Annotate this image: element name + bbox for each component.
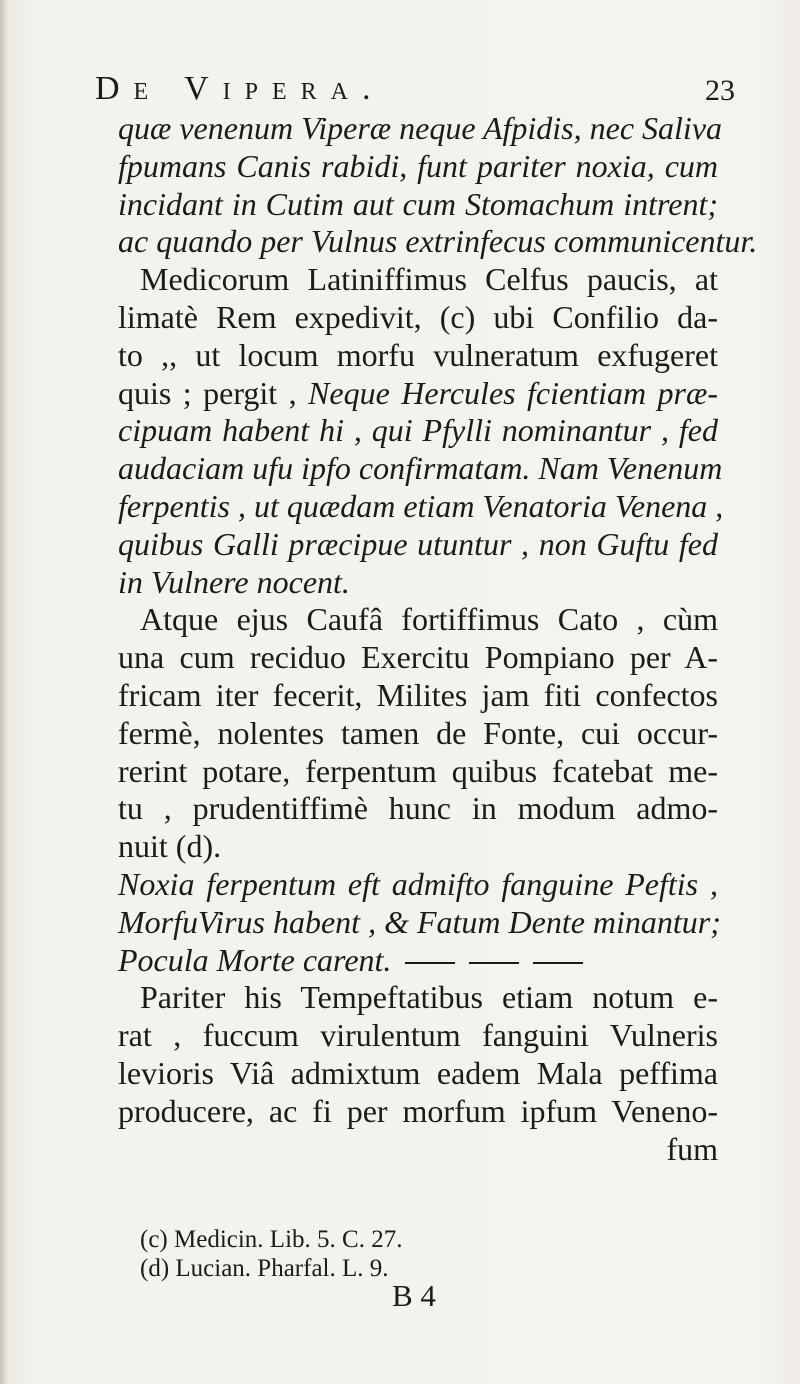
text-line: cipuam habent hi , qui Pfylli nominantur , fed: [118, 412, 718, 449]
verse-rule: [533, 962, 583, 964]
text-line: incidant in Cutim aut cum Stomachum intrent;: [118, 185, 718, 222]
text-line: fpumans Canis rabidi, funt pariter noxia, cum: [118, 147, 718, 184]
text-line: to ,, ut locum morfu vulneratum exfugeret: [118, 336, 718, 373]
text-line: [118, 375, 718, 413]
text-line: audaciam ufu ipfo confirmatam. Nam Venenum: [118, 450, 723, 487]
page-header: [95, 70, 735, 110]
line-roman-part: quis ; pergit ,: [118, 374, 309, 411]
text-line: rat , fuccum virulentum fanguini Vulneris: [118, 1017, 718, 1054]
text-line: nuit (d).: [118, 828, 222, 865]
text-line: [118, 942, 718, 980]
footnote-c: (c) Medicin. Lib. 5. C. 27.: [140, 1226, 403, 1253]
line-text: Pocula Morte carent.: [118, 941, 392, 978]
footnote-d: (d) Lucian. Pharfal. L. 9.: [140, 1255, 389, 1282]
text-line: limatè Rem expedivit, (c) ubi Confilio da-: [118, 298, 718, 335]
footnotes: [140, 1225, 700, 1283]
text-line: Pariter his Tempeftatibus etiam notum e-: [140, 979, 718, 1016]
text-line: in Vulnere nocent.: [118, 563, 350, 600]
text-line: fricam iter fecerit, Milites jam fiti confectos: [118, 676, 718, 713]
body-text: [118, 110, 758, 1168]
verse-rule: [405, 962, 455, 964]
page-gutter-shadow: [0, 0, 8, 1384]
running-title: De Vipera.: [95, 70, 385, 107]
page-number: 23: [705, 74, 735, 107]
text-line: fermè, nolentes tamen de Fonte, cui occur-: [118, 714, 718, 751]
signature-mark: B 4: [392, 1278, 436, 1313]
text-line: Noxia ferpentum eft admifto fanguine Peftis ,: [118, 865, 718, 902]
text-line: quibus Galli præcipue utuntur , non Guftu fed: [118, 525, 718, 562]
verse-rule: [469, 962, 519, 964]
line-italic-part: Neque Hercules fcientiam præ-: [308, 374, 719, 411]
text-line: Atque ejus Caufâ fortiffimus Cato , cùm: [140, 601, 718, 638]
text-line: producere, ac fi per morfum ipfum Veneno-: [118, 1092, 718, 1129]
text-line: ac quando per Vulnus extrinfecus communicentur.: [118, 223, 758, 260]
text-line: Medicorum Latiniffimus Celfus paucis, at: [140, 261, 718, 298]
text-line: MorfuVirus habent , & Fatum Dente minantur;: [118, 903, 721, 940]
text-line: ferpentis , ut quædam etiam Venatoria Venena ,: [118, 487, 724, 524]
text-line: fum: [666, 1130, 718, 1167]
text-line: quæ venenum Viperæ neque Afpidis, nec Saliva: [118, 110, 723, 146]
text-line: una cum reciduo Exercitu Pompiano per A-: [118, 639, 718, 676]
text-line: rerint potare, ferpentum quibus fcatebat me-: [118, 752, 718, 789]
text-line: tu , prudentiffimè hunc in modum admo-: [118, 790, 718, 827]
text-line: levioris Viâ admixtum eadem Mala peffima: [118, 1054, 718, 1091]
